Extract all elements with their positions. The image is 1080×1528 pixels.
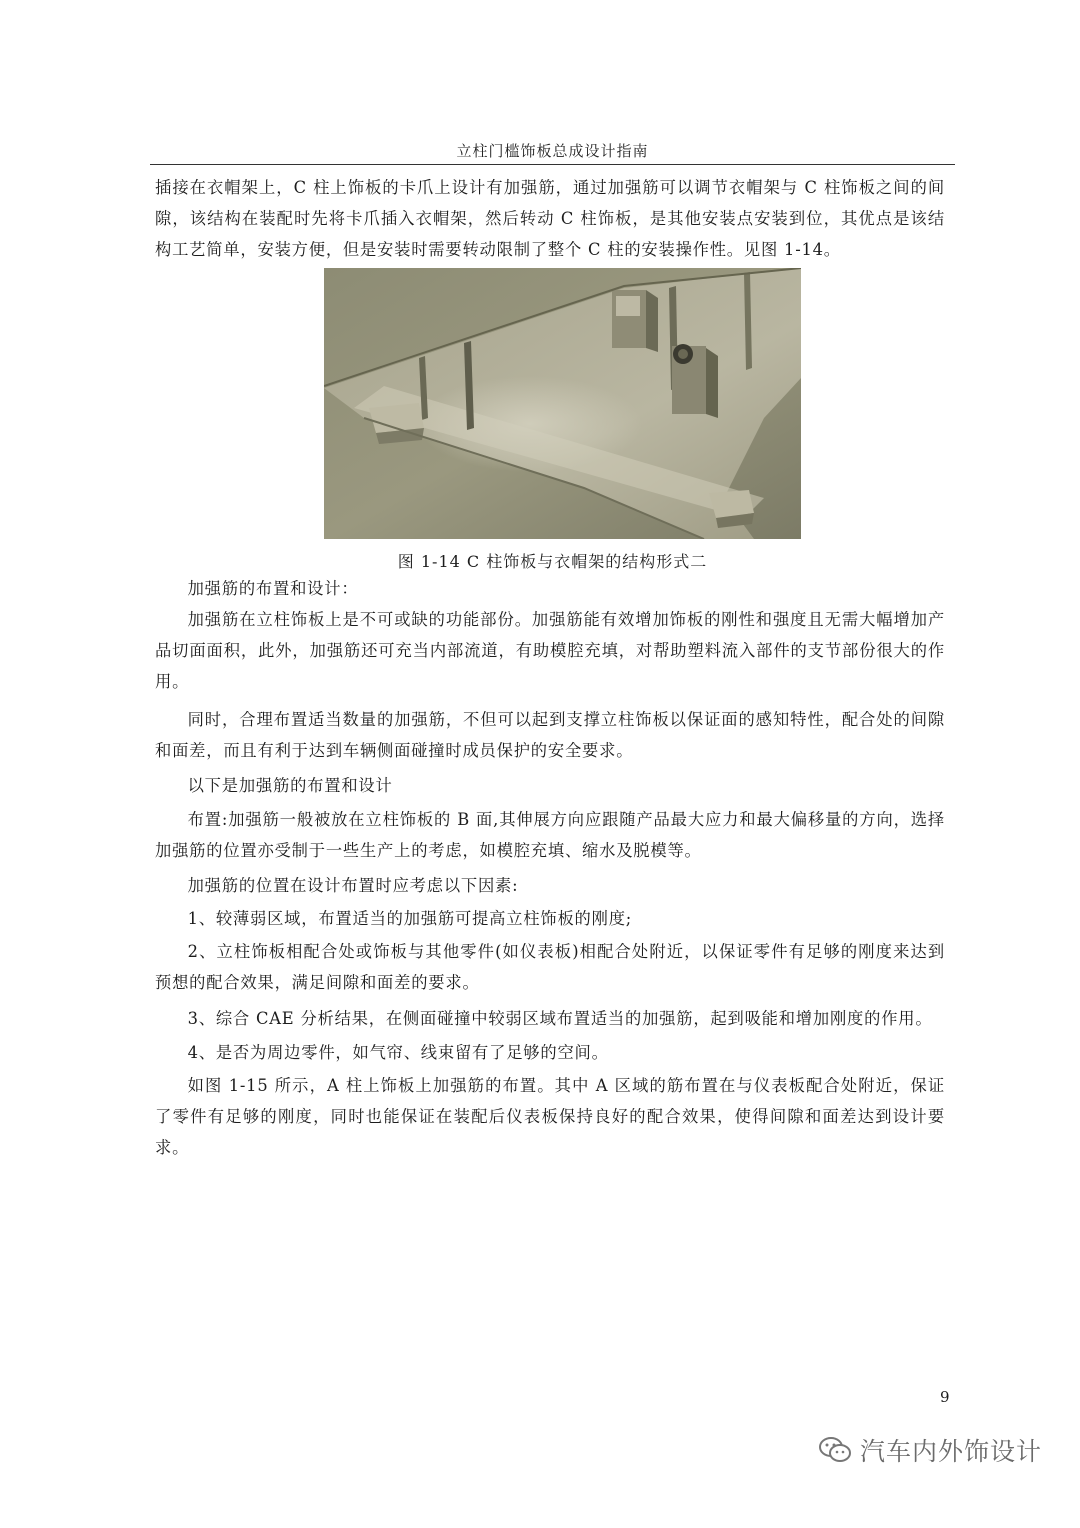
paragraph-intro: 插接在衣帽架上，C 柱上饰板的卡爪上设计有加强筋，通过加强筋可以调节衣帽架与 C 柱饰板之间的间隙，该结构在装配时先将卡爪插入衣帽架，然后转动 C 柱饰板，是其他安装点安装到位，其优点是该结构工艺简单，安装方便，但是安装时需要转动限制了整个 C 柱的安装操作性。见图 1-14。	[155, 178, 945, 259]
watermark	[818, 1430, 1042, 1470]
list-item-factor-3: 3、综合 CAE 分析结果，在侧面碰撞中较弱区域布置适当的加强筋，起到吸能和增加刚度的作用。	[187, 1009, 933, 1028]
header-rule	[150, 164, 955, 165]
wechat-icon	[818, 1435, 852, 1465]
figure-caption: 图 1-14 C 柱饰板与衣帽架的结构形式二	[397, 552, 708, 571]
paragraph-factors-intro: 加强筋的位置在设计布置时应考虑以下因素:	[187, 876, 519, 895]
page-number: 9	[940, 1388, 950, 1406]
list-item-factor-4: 4、是否为周边零件，如气帘、线束留有了足够的空间。	[187, 1043, 609, 1062]
figure-photo-c-pillar	[324, 268, 801, 539]
list-item-factor-1: 1、较薄弱区域，布置适当的加强筋可提高立柱饰板的刚度;	[187, 909, 633, 928]
paragraph-rib-layout-intro: 以下是加强筋的布置和设计	[187, 776, 393, 795]
paragraph-rib-function: 加强筋在立柱饰板上是不可或缺的功能部份。加强筋能有效增加饰板的刚性和强度且无需大幅增加产品切面面积，此外，加强筋还可充当内部流道，有助模腔充填，对帮助塑料流入部件的支节部份很大的作用。	[155, 610, 945, 691]
paragraph-section-heading: 加强筋的布置和设计：	[187, 579, 359, 598]
running-header: 立柱门槛饰板总成设计指南	[456, 142, 649, 160]
watermark-text: 汽车内外饰设计	[860, 1437, 1043, 1466]
paragraph-figure-1-15: 如图 1-15 所示，A 柱上饰板上加强筋的布置。其中 A 区域的筋布置在与仪表板配合处附近，保证了零件有足够的刚度，同时也能保证在装配后仪表板保持良好的配合效果，使得间隙和面差达到设计要求。	[155, 1076, 945, 1157]
paragraph-rib-benefits: 同时，合理布置适当数量的加强筋，不但可以起到支撑立柱饰板以保证面的感知特性，配合处的间隙和面差，而且有利于达到车辆侧面碰撞时成员保护的安全要求。	[155, 710, 945, 760]
c-pillar-photo-illustration	[324, 268, 801, 539]
paragraph-rib-placement: 布置:加强筋一般被放在立柱饰板的 B 面,其伸展方向应跟随产品最大应力和最大偏移量的方向，选择加强筋的位置亦受制于一些生产上的考虑，如模腔充填、缩水及脱模等。	[155, 810, 945, 860]
list-item-factor-2: 2、立柱饰板相配合处或饰板与其他零件(如仪表板)相配合处附近，以保证零件有足够的刚度来达到预想的配合效果，满足间隙和面差的要求。	[155, 942, 945, 992]
